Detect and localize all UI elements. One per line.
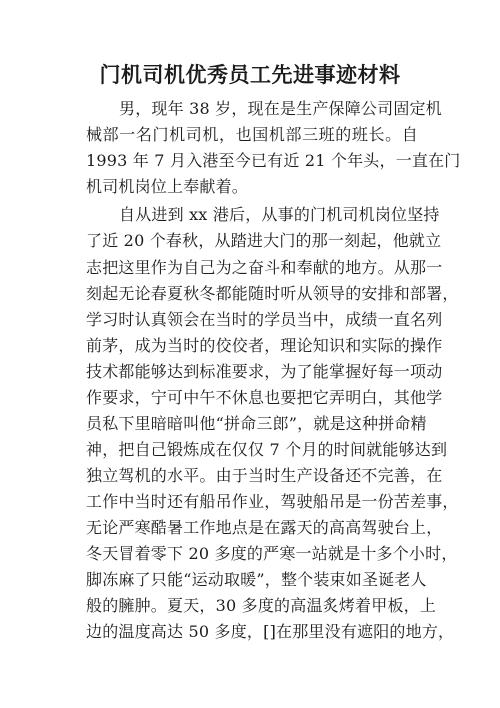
text-line: 前茅，成为当时的佼佼者，理论知识和实际的操作 <box>86 336 443 355</box>
text-line: 作要求，宁可中午不休息也要把它弄明白，其他学 <box>86 388 443 407</box>
text-line: 男，现年 38 岁，现在是生产保障公司固定机 <box>119 99 442 118</box>
text-line: 械部一名门机司机，也国机部三班的班长。自 <box>86 125 418 144</box>
text-line: 无论严寒酷暑工作地点是在露天的高高驾驶台上， <box>86 518 443 537</box>
document-title: 门机司机优秀员工先进事迹材料 <box>99 63 401 87</box>
text-line: 独立驾机的水平。由于当时生产设备还不完善，在 <box>86 466 443 485</box>
text-line: 工作中当时还有船吊作业，驾驶船吊是一份苦差事， <box>86 492 459 511</box>
text-line: 1993 年 7 月入港至今已有近 21 个年头，一直在门 <box>86 151 461 170</box>
text-line: 脚冻麻了只能“运动取暖”，整个装束如圣诞老人 <box>86 570 427 589</box>
text-line: 志把这里作为自己为之奋斗和奉献的地方。从那一 <box>86 258 443 277</box>
text-line: 员私下里暗暗叫他“拼命三郎”，就是这种拼命精 <box>86 414 427 433</box>
text-line: 了近 20 个春秋，从踏进大门的那一刻起，他就立 <box>86 231 442 250</box>
text-line: 神，把自己锻炼成在仅仅 7 个月的时间就能够达到 <box>86 440 448 459</box>
text-line: 冬天冒着零下 20 多度的严寒一站就是十多个小时， <box>86 544 458 563</box>
text-line: 刻起无论春夏秋冬都能随时听从领导的安排和部署， <box>86 284 459 303</box>
text-line: 般的臃肿。夏天，30 多度的高温炙烤着甲板，上 <box>86 596 437 615</box>
text-line: 自从进到 xx 港后，从事的门机司机岗位坚持 <box>119 205 440 224</box>
text-line: 边的温度高达 50 多度，[]在那里没有遮阳的地方， <box>86 622 455 641</box>
text-line: 学习时认真领会在当时的学员当中，成绩一直名列 <box>86 310 443 329</box>
text-line: 机司机岗位上奉献着。 <box>86 177 249 196</box>
text-line: 技术都能够达到标准要求，为了能掌握好每一项动 <box>86 362 443 381</box>
